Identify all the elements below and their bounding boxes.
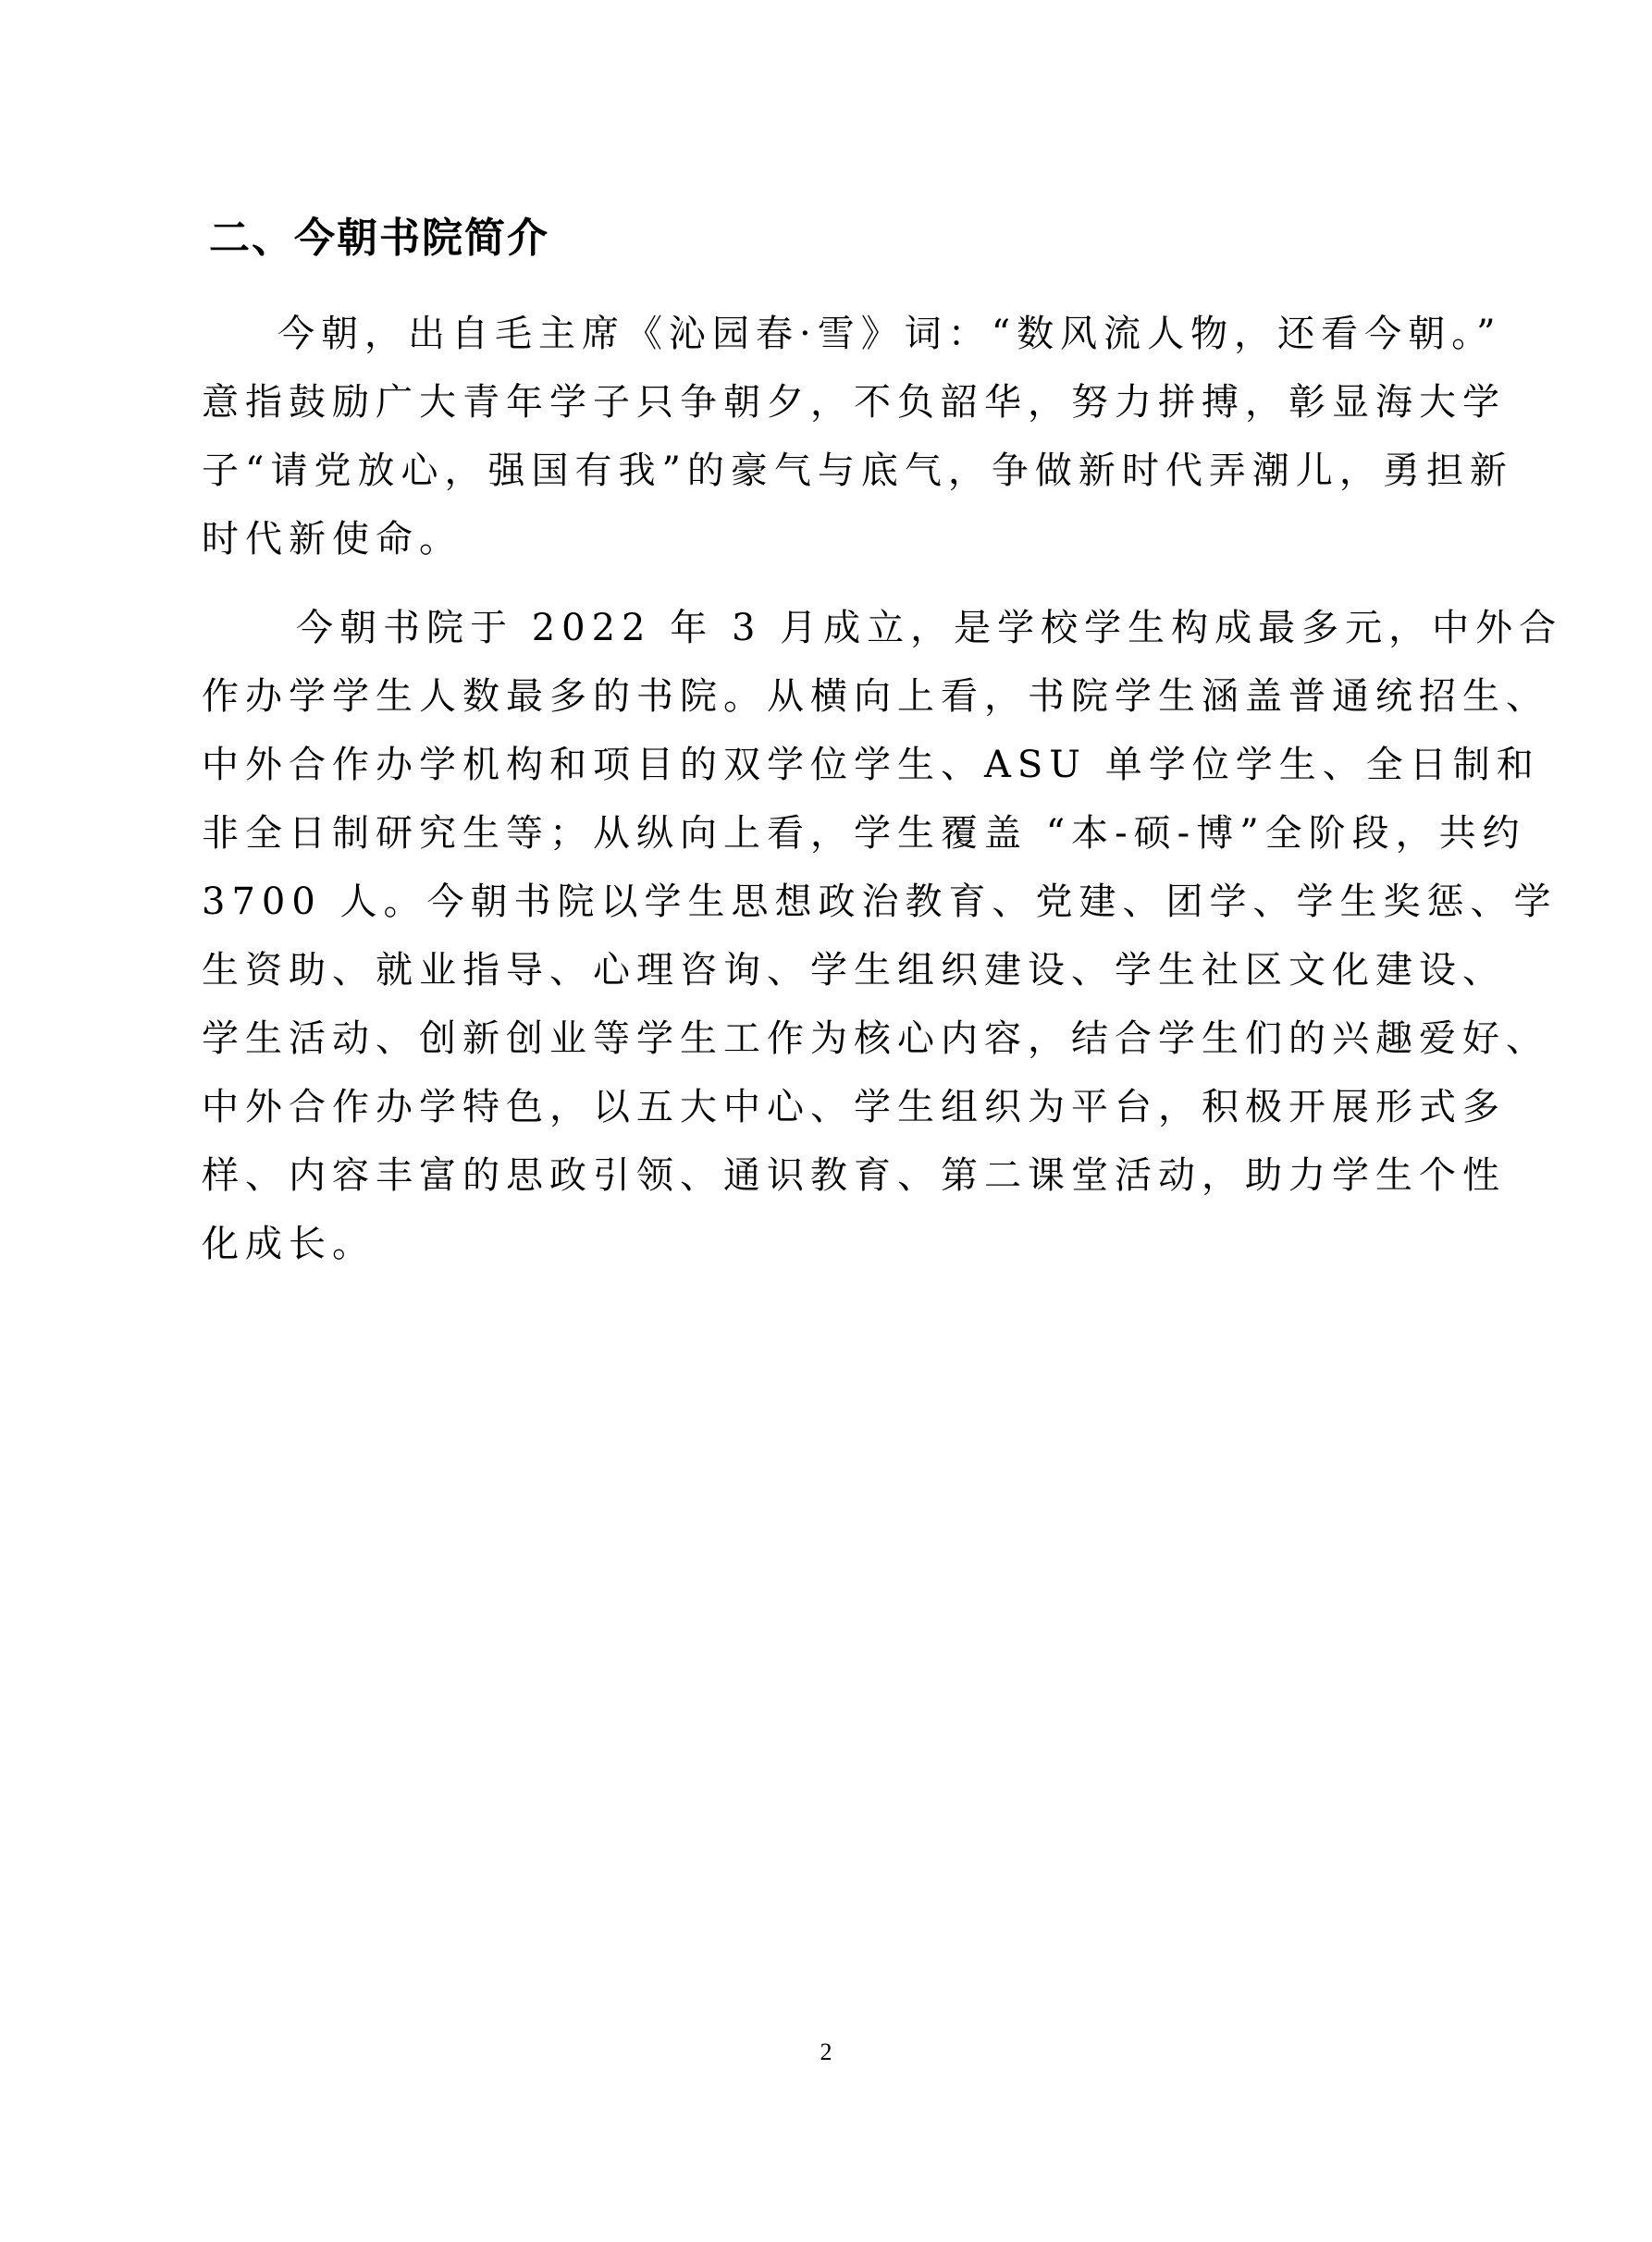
paragraph-line: 学生活动、创新创业等学生工作为核心内容，结合学生们的兴趣爱好、 bbox=[202, 1017, 1549, 1060]
paragraph-line: 3700 人。今朝书院以学生思想政治教育、党建、团学、学生奖惩、学 bbox=[202, 881, 1558, 923]
paragraph-line: 中外合作办学特色，以五大中心、学生组织为平台，积极开展形式多 bbox=[202, 1086, 1506, 1128]
paragraph-line: 中外合作办学机构和项目的双学位学生、ASU 单学位学生、全日制和 bbox=[202, 744, 1540, 786]
paragraph-line: 子“请党放心，强国有我”的豪气与底气，争做新时代弄潮儿，勇担新 bbox=[202, 450, 1513, 492]
paragraph-line: 今朝，出自毛主席《沁园春·雪》词：“数风流人物，还看今朝。” bbox=[277, 313, 1502, 355]
section-heading: 二、今朝书院简介 bbox=[209, 215, 549, 262]
paragraph-line: 非全日制研究生等；从纵向上看，学生覆盖 “本-硕-博”全阶段，共约 bbox=[202, 812, 1526, 855]
paragraph-line: 今朝书院于 2022 年 3 月成立，是学校学生构成最多元，中外合 bbox=[296, 607, 1563, 649]
paragraph-line: 作办学学生人数最多的书院。从横向上看，书院学生涵盖普通统招生、 bbox=[202, 675, 1549, 718]
paragraph-line: 时代新使命。 bbox=[202, 518, 462, 560]
paragraph-line: 样、内容丰富的思政引领、通识教育、第二课堂活动，助力学生个性 bbox=[202, 1154, 1506, 1197]
page-number: 2 bbox=[820, 2039, 832, 2065]
paragraph-line: 生资助、就业指导、心理咨询、学生组织建设、学生社区文化建设、 bbox=[202, 949, 1506, 992]
paragraph-line: 化成长。 bbox=[202, 1223, 376, 1265]
paragraph-line: 意指鼓励广大青年学子只争朝夕，不负韶华，努力拼搏，彰显海大学 bbox=[202, 381, 1506, 424]
